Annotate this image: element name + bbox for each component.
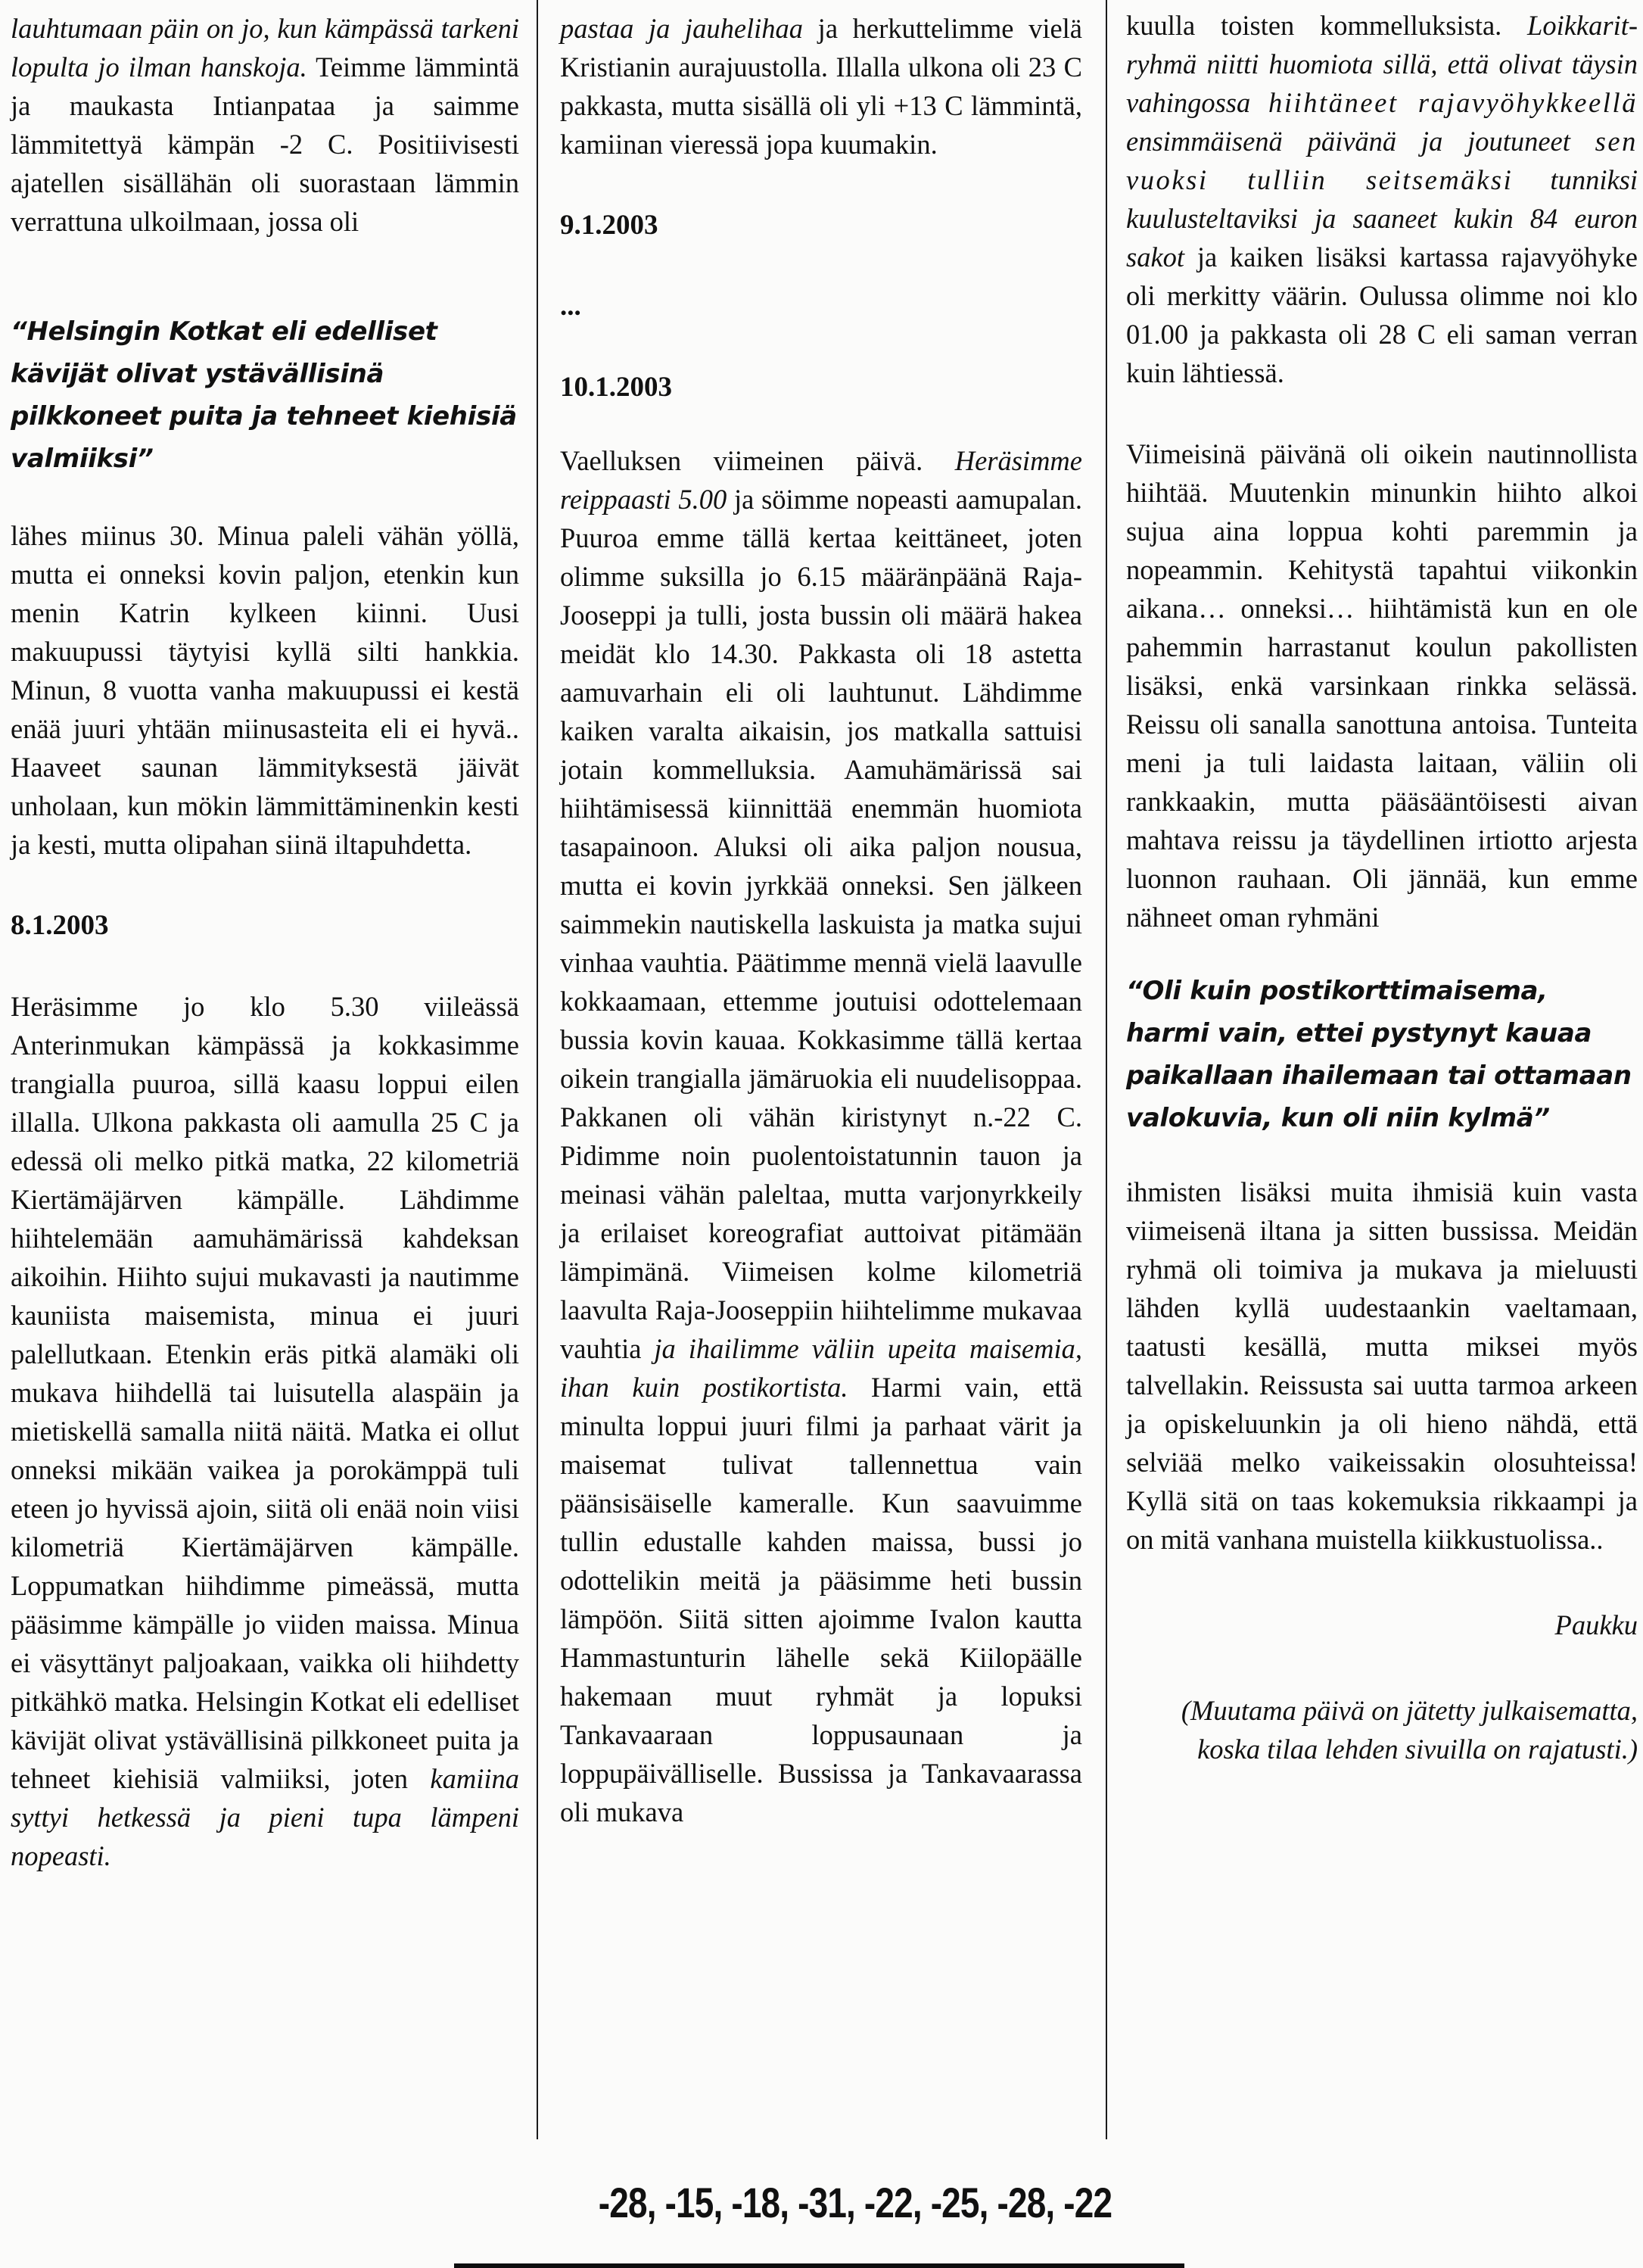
- italic-emphasis: tunniksi kuulusteltaviksi ja saaneet kukin 84 euron sakot: [1126, 164, 1638, 273]
- body-paragraph: Heräsimme jo klo 5.30 viileässä Anterinmukan kämpässä ja kokkasimme trangialla puuroa, sillä kaasu loppui eilen illalla. Ulkona pakkasta oli aamulla 25 C ja edessä oli melko pitkä matka, 22 kilometriä Kiertämäjärven kämpälle. Lähdimme hiihtelemään aamuhämärissä kahdeksan aikoihin. Hiihto sujui mukavasti ja nautimme kauniista maisemista, minua ei juuri palellutkaan. Etenkin eräs pitkä alamäki oli mukava hiihdellä tai luisutella alaspäin ja mietiskellä samalla niitä näitä. Matka ei ollut onneksi mikään vaikea ja porokämppä tuli eteen jo hyvissä ajoin, siitä oli enää noin viisi kilometriä Kiertämäjärven kämpälle. Loppumatkan hiihdimme pimeässä, mutta pääsimme kämpälle jo viiden maissa. Minua ei väsyttänyt paljoakaan, vaikka oli hiihdetty pitkähkö matka. Helsingin Kotkat eli edelliset kävijät olivat ystävällisinä pilkkoneet puita ja tehneet kiehisiä valmiiksi, joten: [11, 991, 519, 1794]
- footer-underline-bar: [454, 2263, 1184, 2268]
- italic-emphasis: ensimmäisenä päivänä ja joutuneet: [1126, 126, 1570, 157]
- column-divider-1: [537, 0, 538, 2139]
- date-heading: 8.1.2003: [11, 910, 109, 941]
- body-paragraph: ja kaiken lisäksi kartassa rajavyöhyke oli merkitty väärin. Oulussa olimme noi klo 01.00 ja pakkasta oli 28 C eli saman verran kuin lähtiessä.: [1126, 241, 1638, 388]
- body-paragraph: Harmi vain, että minulta loppui juuri filmi ja parhaat värit ja maisemat tulivat tallennettua vain päänsisäiselle kameralle. Kun saavuimme tullin edustalle kahden maissa, bussi jo odottelikin meitä ja pääsimme heti bussin lämpöön. Siitä sitten ajoimme Ivalon kautta Hammastunturin lähelle sekä Kiilopäälle hakemaan muut ryhmät ja lopuksi Tankavaaraan loppusaunaan ja loppupäivälliselle. Bussissa ja Tankavaarassa oli mukava: [560, 1372, 1082, 1827]
- author-signature: Paukku: [1554, 1609, 1638, 1640]
- body-paragraph: ja söimme nopeasti aamupalan. Puuroa emme tällä kertaa keittäneet, joten olimme suksilla jo 6.15 määränpäänä Raja-Jooseppi ja tulli, josta bussin oli määrä hakea meidät klo 14.30. Pakkasta oli 18 astetta aamuvarhain eli oli lauhtunut. Lähdimme kaiken varalta aikaisin, jos matkalla sattuisi jotain kommelluksia. Aamuhämärissä sai hiihtämisessä kiinnittää enemmän huomiota tasapainoon. Aluksi oli aika paljon nousua, mutta ei kovin jyrkkää onneksi. Sen jälkeen saimmekin nautiskella laskuista ja matka sujui vinhaa vauhtia. Päätimme mennä vielä laavulle kokkaamaan, ettemme joutuisi odottelemaan bussia kovin kauaa. Kokkasimme tällä kertaa oikein trangialla jämäruokia eli nuudelisoppaa. Pakkanen oli vähän kiristynyt n.-22 C. Pidimme noin puolentoistatunnin tauon ja meinasi vähän paleltaa, mutta varjonyrkkeily ja erilaiset koreografiat auttoivat pitämään lämpimänä. Viimeisen kolme kilometriä laavulta Raja-Jooseppiin hiihtelimme mukavaa vauhtia: [560, 484, 1082, 1364]
- italic-emphasis: Heräsimme reippaasti 5.00: [560, 445, 1082, 515]
- article-column-1: [11, 0, 519, 1875]
- italic-emphasis: hiihtäneet rajavyöhykkeellä: [1268, 87, 1638, 118]
- intro-italic-text: lauhtumaan päin on jo, kun kämpässä tarkeni lopulta jo ilman hanskoja.: [11, 13, 519, 83]
- body-paragraph: Vaelluksen viimeinen päivä.: [560, 445, 923, 476]
- temperature-banner: -28, -15, -18, -31, -22, -25, -28, -22: [598, 2179, 1112, 2226]
- pull-quote: “Helsingin Kotkat eli edelliset kävijät olivat ystävällisinä pilkkoneet puita ja tehneet kiehisiä valmiiksi”: [11, 316, 517, 474]
- column-divider-2: [1106, 0, 1107, 2139]
- body-paragraph: Teimme lämmintä ja maukasta Intianpataa ja saimme lämmitettyä kämpän -2 C. Positiivisesti ajatellen sisällähän oli suorastaan lämmin verrattuna ulkoilmaan, jossa oli: [11, 51, 519, 237]
- body-paragraph: kuulla toisten kommelluksista.: [1126, 10, 1502, 41]
- date-heading: 9.1.2003: [560, 210, 658, 241]
- body-paragraph: Viimeisinä päivänä oli oikein nautinnollista hiihtää. Muutenkin minunkin hiihto alkoi sujua aina loppua kohti paremmin ja nopeammin. Kehitystä tapahtui viikonkin aikana… onneksi… hiihtämistä kun en ole pahemmin harrastanut koulun pakollisten lisäksi, enkä varsinkaan rinkka selässä. Reissu oli sanalla sanottuna antoisa. Tunteita meni ja tuli laidasta laitaan, väliin oli rankkaakin, mutta pääsääntöisesti aivan mahtava reissu ja täydellinen irtiotto arjesta luonnon rauhaan. Oli jännää, kun emme nähneet oman ryhmäni: [1126, 438, 1638, 933]
- italic-emphasis: kamiina syttyi hetkessä ja pieni tupa lämpeni nopeasti.: [11, 1763, 519, 1871]
- editor-note: (Muutama päivä on jätetty julkaisematta, koska tilaa lehden sivuilla on rajatusti.): [1181, 1695, 1638, 1765]
- ellipsis-separator: ...: [560, 291, 581, 322]
- article-column-2: [560, 0, 1082, 1831]
- italic-emphasis: Loikkarit-ryhmä niitti huomiota sillä, että olivat täysin vahingossa: [1126, 10, 1638, 118]
- body-paragraph: ihmisten lisäksi muita ihmisiä kuin vasta viimeisenä iltana ja sitten bussissa. Meidän ryhmä oli toimiva ja mukava ja mieluusti lähden kyllä uudestaankin vaeltamaan, taatusti kesällä, mutta miksei myös talvellakin. Reissusta sai uutta tarmoa arkeen ja opiskeluunkin ja oli hieno nähdä, että selviää melko vaikeissakin olosuhteissa! Kyllä sitä on taas kokemuksia rikkaampi ja on mitä vanhana muistella kiikkustuolissa..: [1126, 1176, 1638, 1555]
- body-paragraph: ja herkuttelimme vielä Kristianin aurajuustolla. Illalla ulkona oli 23 C pakkasta, mutta sisällä oli yli +13 C lämmintä, kamiinan vieressä jopa kuumakin.: [560, 13, 1082, 160]
- italic-emphasis: sen vuoksi tulliin seitsemäksi: [1126, 126, 1638, 195]
- article-column-3: [1126, 0, 1638, 1768]
- pull-quote: “Oli kuin postikorttimaisema, harmi vain, ettei pystynyt kauaa paikallaan ihailemaan tai ottamaan valokuvia, kun oli niin kylmä”: [1126, 976, 1632, 1133]
- date-heading: 10.1.2003: [560, 372, 672, 403]
- italic-emphasis: pastaa ja jauhelihaa: [560, 13, 804, 44]
- body-paragraph: lähes miinus 30. Minua paleli vähän yöllä, mutta ei onneksi kovin paljon, etenkin kun menin Katrin kylkeen kiinni. Uusi makuupussi täytyisi kyllä silti hankkia. Minun, 8 vuotta vanha makuupussi ei kestä enää juuri yhtään miinusasteita eli ei hyvä.. Haaveet saunan lämmityksestä jäivät unholaan, kun mökin lämmittäminenkin kesti ja kesti, mutta olipahan siinä iltapuhdetta.: [11, 520, 519, 860]
- italic-emphasis: ja ihailimme väliin upeita maisemia, ihan kuin postikortista.: [560, 1333, 1083, 1403]
